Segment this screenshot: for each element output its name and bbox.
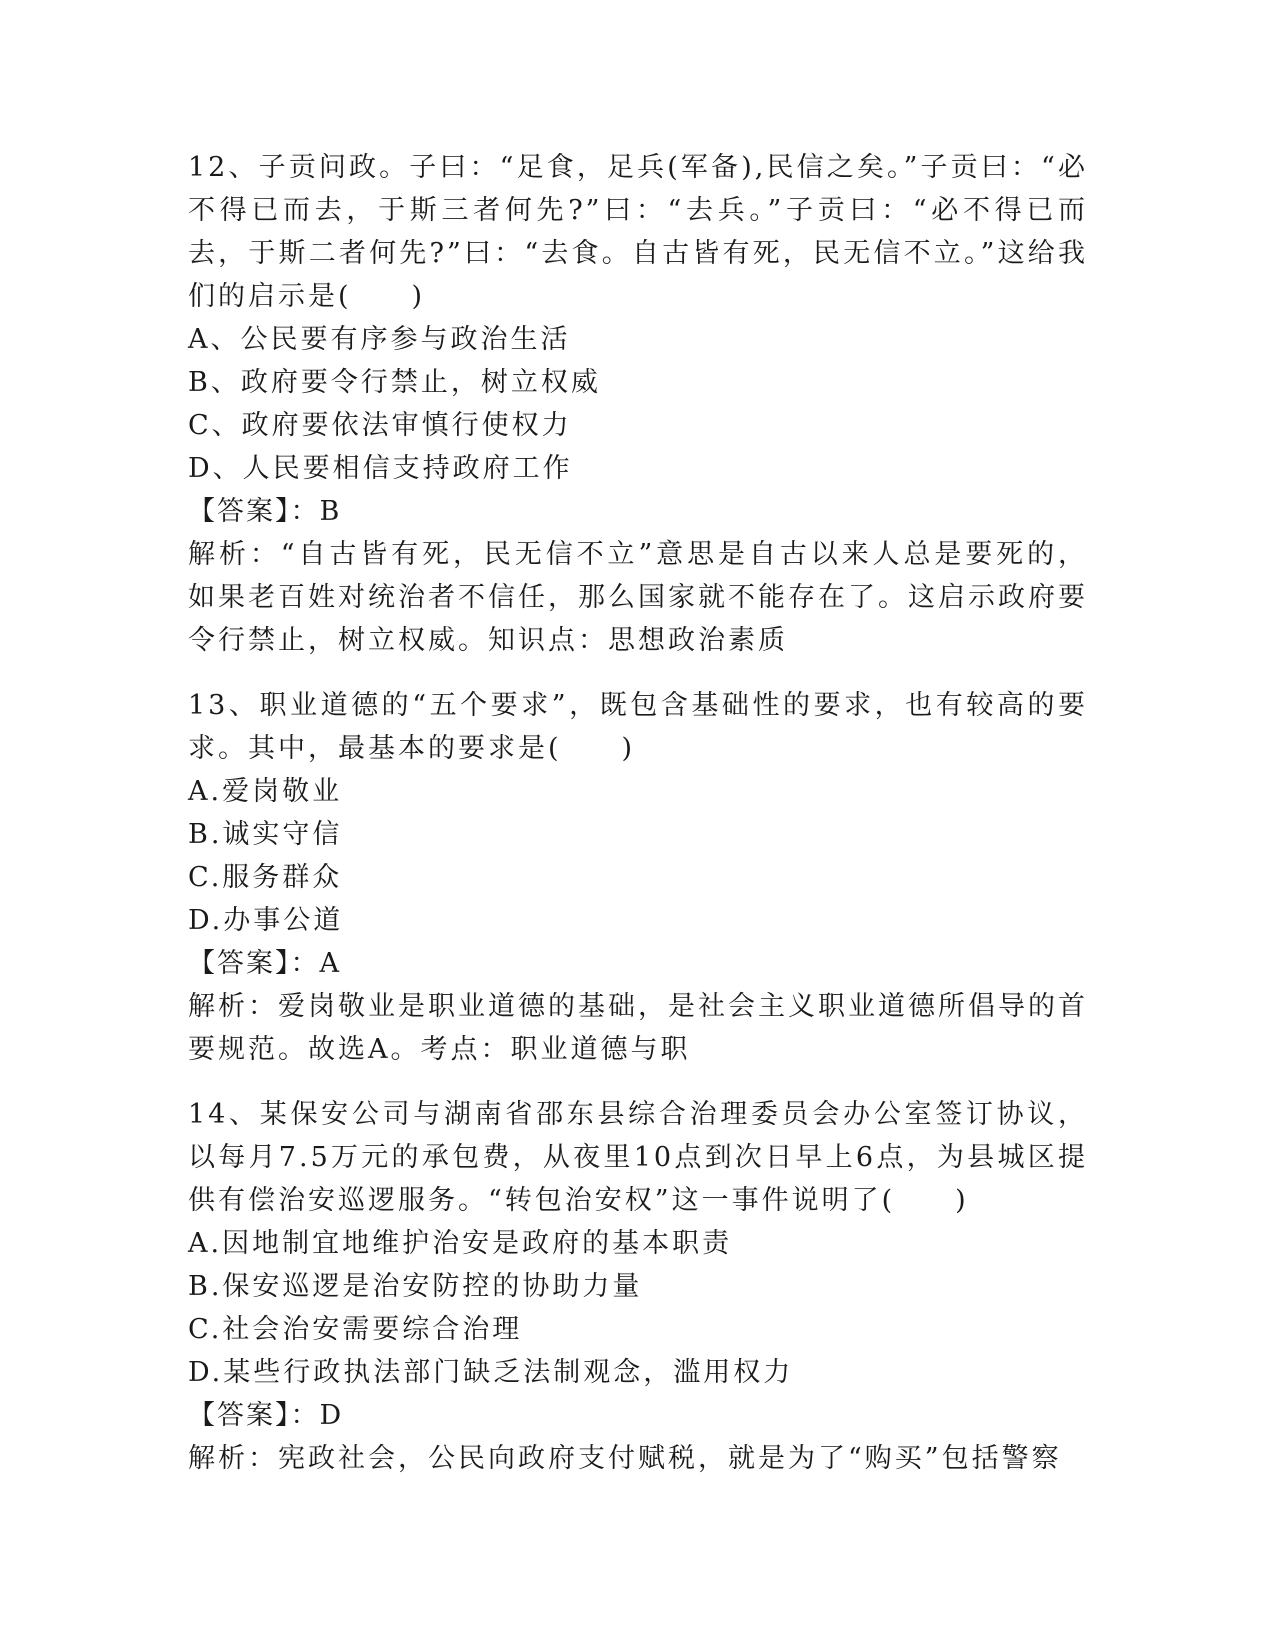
option-c: C.社会治安需要综合治理 [188,1314,523,1345]
question-13 [188,684,1088,1071]
option-a: A.爱岗敬业 [188,776,343,807]
question-stem: 12、子贡问政。子曰：“足食，足兵(军备),民信之矣。”子贡曰：“必不得已而去，于斯三者何先?”曰：“去兵。”子贡曰：“必不得已而去，于斯二者何先?”曰：“去食。自古皆有死，民无信不立。”这给我们的启示是( ) [188,152,1088,312]
option-a: A、公民要有序参与政治生活 [188,324,571,355]
document-page [188,146,1088,1502]
question-14 [188,1093,1088,1480]
option-c: C、政府要依法审慎行使权力 [188,410,572,441]
option-d: D、人民要相信支持政府工作 [188,453,573,484]
answer: 【答案】：B [188,496,342,527]
option-b: B.诚实守信 [188,819,343,850]
analysis: 解析：“自古皆有死，民无信不立”意思是自古以来人总是要死的，如果老百姓对统治者不信任，那么国家就不能存在了。这启示政府要令行禁止，树立权威。知识点：思想政治素质 [188,539,1088,656]
option-a: A.因地制宜地维护治安是政府的基本职责 [188,1228,733,1259]
option-d: D.某些行政执法部门缺乏法制观念，滥用权力 [188,1357,794,1388]
question-12 [188,146,1088,662]
option-b: B.保安巡逻是治安防控的协助力量 [188,1271,643,1302]
analysis: 解析：爱岗敬业是职业道德的基础，是社会主义职业道德所倡导的首要规范。故选A。考点：职业道德与职 [188,991,1088,1065]
option-c: C.服务群众 [188,862,343,893]
question-stem: 13、职业道德的“五个要求”，既包含基础性的要求，也有较高的要求。其中，最基本的要求是( ) [188,690,1088,764]
analysis: 解析：宪政社会，公民向政府支付赋税，就是为了“购买”包括警察 [188,1443,1062,1474]
option-d: D.办事公道 [188,905,344,936]
question-stem: 14、某保安公司与湖南省邵东县综合治理委员会办公室签订协议，以每月7.5万元的承包费，从夜里10点到次日早上6点，为县城区提供有偿治安巡逻服务。“转包治安权”这一事件说明了( ) [188,1099,1088,1216]
option-b: B、政府要令行禁止，树立权威 [188,367,601,398]
answer: 【答案】：A [188,948,341,979]
answer: 【答案】：D [188,1400,344,1431]
